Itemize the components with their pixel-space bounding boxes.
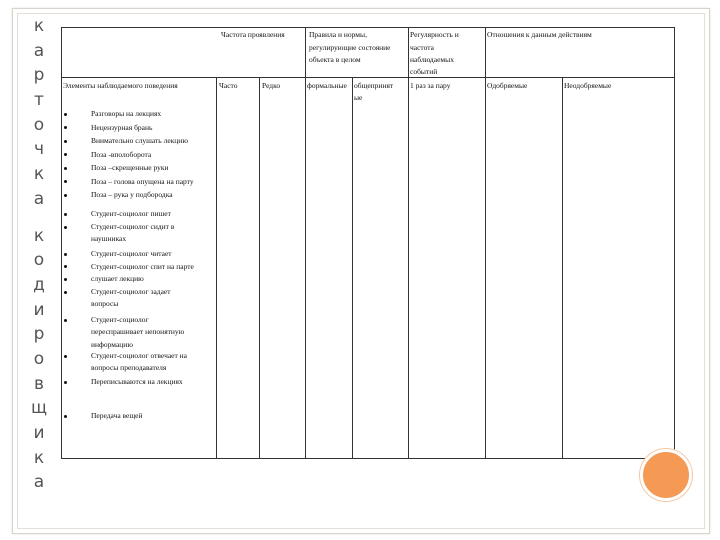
item-text: Студент-социолог: [91, 315, 149, 324]
vertical-title: [22, 14, 56, 495]
header-norms-line3: объекта в целом: [309, 55, 361, 64]
bullet-icon: [64, 415, 67, 418]
title-letter: ч: [33, 139, 45, 160]
bullet-icon: [64, 167, 67, 170]
subheader-disapproved: Неодобряемые: [564, 81, 612, 90]
bullet-icon: [64, 278, 67, 281]
item-text: Студент-социолог сидит в: [91, 222, 175, 231]
item-text: Внимательно слушать лекцию: [91, 136, 188, 145]
item-text: вопросы: [91, 299, 119, 309]
item-text: Поза – рука у подбородка: [91, 190, 173, 199]
bullet-icon: [64, 113, 67, 116]
item-text: наушниках: [91, 234, 127, 244]
table-border-top: [61, 27, 675, 28]
item-text: Передача вещей: [91, 411, 143, 420]
item-text: Поза –скрещенные руки: [91, 163, 169, 172]
header-regularity-line2: частота: [410, 42, 434, 52]
title-letter: о: [33, 114, 45, 135]
item-text: Студент-социолог читает: [91, 249, 172, 258]
item-text: вопросы преподавателя: [91, 363, 167, 373]
table-col-divider: [408, 27, 409, 459]
bullet-icon: [64, 213, 67, 216]
bullet-icon: [64, 291, 67, 294]
title-letter: д: [33, 274, 45, 295]
title-letter: к: [33, 225, 45, 246]
table-header-rule: [61, 77, 675, 78]
title-letter: а: [33, 40, 45, 61]
bullet-icon: [64, 355, 67, 358]
header-norms-line2: регулирующие состояние: [309, 42, 391, 52]
bullet-icon: [64, 226, 67, 229]
header-attitude: Отношения к данным действиям: [487, 30, 592, 39]
item-text: Студент-социолог задает: [91, 287, 171, 296]
subheader-elements: Элементы наблюдаемого поведения: [63, 81, 178, 90]
table-border-bottom: [61, 458, 675, 459]
item-text: Поза – голова опущена на парту: [91, 176, 194, 186]
title-letter: и: [33, 423, 45, 443]
bullet-icon: [64, 319, 67, 322]
header-norms-line1: Правила и нормы,: [309, 30, 367, 39]
title-letter: р: [33, 65, 45, 86]
subheader-formal: формальные: [307, 81, 347, 90]
bullet-icon: [64, 253, 67, 256]
table-col-divider: [352, 77, 353, 459]
title-letter: к: [33, 16, 45, 36]
header-frequency: Частота проявления: [221, 30, 285, 39]
item-text: Студент-социолог спит на парте: [91, 261, 194, 271]
title-letter: а: [33, 188, 45, 209]
bullet-icon: [64, 381, 67, 384]
title-letter: и: [33, 299, 45, 320]
table-col-divider: [305, 27, 306, 459]
item-text: Студент-социолог отвечает на: [91, 351, 187, 360]
title-letter: о: [33, 250, 45, 271]
item-text: информацию: [91, 339, 133, 349]
subheader-once: 1 раз за пару: [410, 81, 451, 90]
bullet-icon: [64, 265, 67, 268]
bullet-icon: [64, 153, 67, 156]
item-text: переспрашивает непонятную: [91, 327, 185, 337]
title-letter: к: [33, 447, 45, 468]
title-letter: р: [33, 324, 45, 345]
table-col-divider: [562, 77, 563, 459]
header-regularity-line3: наблюдаемых: [410, 55, 454, 64]
subheader-general-line2: ые: [354, 93, 363, 102]
bullet-icon: [64, 140, 67, 143]
title-letter: о: [33, 348, 45, 369]
subheader-general-line1: общепринят: [354, 81, 394, 90]
item-text: Разговоры на лекциях: [91, 109, 162, 118]
item-text: Студент-социолог пишет: [91, 209, 171, 218]
title-letter: а: [33, 472, 45, 493]
item-text: Переписываются на лекциях: [91, 377, 183, 386]
header-regularity-line1: Регулярность и: [410, 30, 459, 39]
table-col-divider: [485, 27, 486, 459]
bullet-icon: [64, 126, 67, 129]
subheader-rarely: Редко: [262, 81, 281, 90]
title-letter: в: [33, 373, 45, 394]
subheader-often: Часто: [219, 81, 238, 90]
title-letter: т: [34, 90, 44, 111]
bullet-icon: [64, 194, 67, 197]
table-border-left: [61, 27, 62, 459]
subheader-approved: Одобряемые: [487, 81, 528, 90]
table-border-right: [674, 27, 675, 459]
header-regularity-line4: событий: [410, 67, 438, 76]
item-text: слушает лекцию: [91, 274, 144, 283]
item-text: Поза -вполоборота: [91, 149, 152, 159]
bullet-icon: [64, 180, 67, 183]
title-letter: к: [33, 164, 45, 185]
item-text: Нецензурная брань: [91, 122, 153, 132]
decorative-orange-circle: [640, 449, 692, 501]
title-letter: щ: [30, 398, 47, 419]
table-col-divider: [259, 77, 260, 459]
